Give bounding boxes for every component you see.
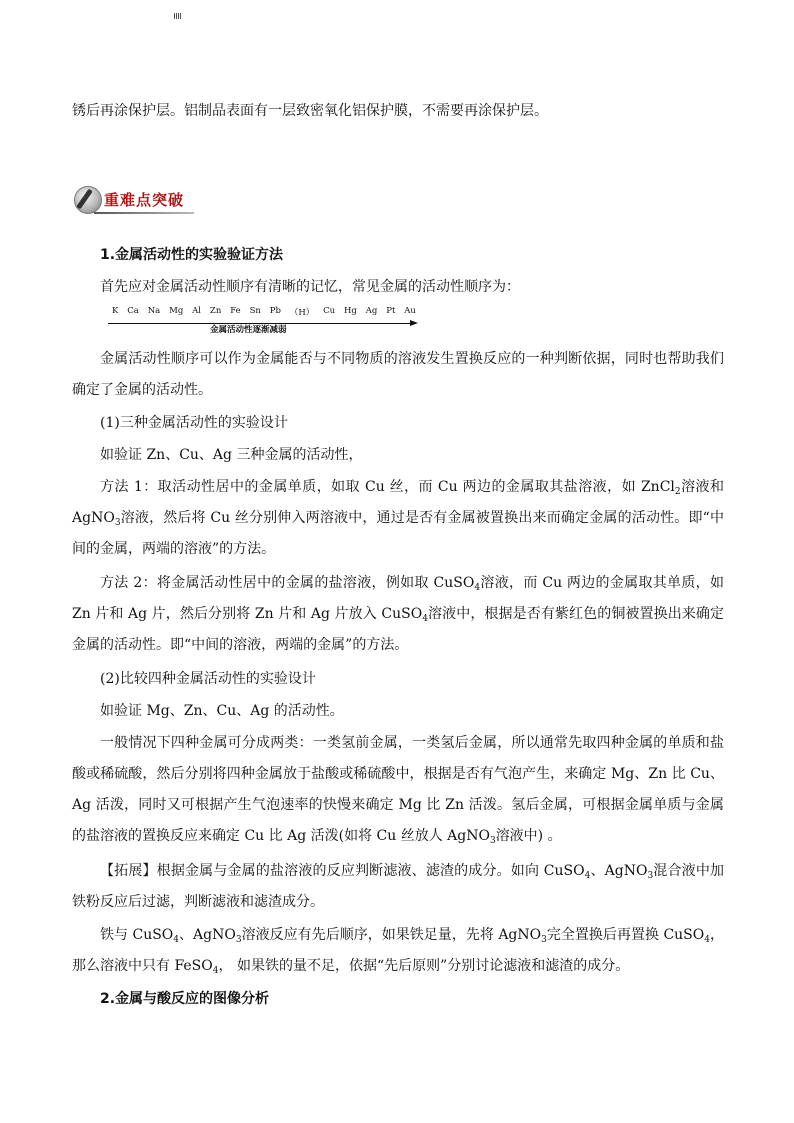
paragraph-4: 如验证 Zn、Cu、Ag 三种金属的活动性， (100, 447, 363, 463)
paragraph-8: 如验证 Mg、Zn、Cu、Ag 的活动性。 (100, 703, 344, 719)
heading-2: 2.金属与酸反应的图像分析 (100, 991, 270, 1007)
paragraph-3: (1)三种金属活动性的实验设计 (100, 415, 288, 431)
paragraph-10: 【拓展】根据金属与金属的盐溶液的反应判断滤液、滤渣的成分。如向 CuSO$_4$、AgNO$_3$混合液中加铁粉反应后过滤，判断滤液和滤渣成分。 (72, 863, 725, 910)
series-item: Cu (323, 306, 336, 316)
paragraph-2: 金属活动性顺序可以作为金属能否与不同物质的溶液发生置换反应的一种判断依据，同时也帮助我们确定了金属的活动性。 (72, 351, 724, 398)
series-item: Fe (230, 306, 241, 316)
paragraph-7: (2)比较四种金属活动性的实验设计 (100, 671, 316, 687)
heading-1: 1.金属活动性的实验验证方法 (100, 247, 284, 263)
intro-line: 锈后再涂保护层。铝制品表面有一层致密氧化铝保护膜，不需要再涂保护层。 (72, 103, 548, 119)
arrow-right-icon (410, 320, 418, 326)
series-item: Ca (127, 306, 139, 316)
series-item: Zn (209, 306, 222, 316)
paragraph-11: 铁与 CuSO$_4$、AgNO$_3$溶液反应有先后顺序，如果铁足量，先将 AgNO$_3$完全置换后再置换 CuSO$_4$， 那么溶液中只有 FeSO$_4$， 如果铁的量不足，依据“先后原则”分别讨论滤液和滤渣的成分。 (72, 927, 724, 976)
section-banner-title: 重难点突破 (104, 191, 185, 209)
series-item: Sn (249, 306, 261, 316)
series-item: Hg (344, 306, 357, 316)
series-item: Ag (365, 306, 378, 316)
series-caption: 金属活动性逐渐减弱 (210, 325, 287, 335)
section-banner (72, 186, 196, 216)
paragraph-6: 方法 2：将金属活动性居中的金属的盐溶液，例如取 CuSO$_4$溶液，而 Cu 两边的金属取其单质，如 Zn 片和 Ag 片，然后分别将 Zn 片和 Ag 片放入 CuSO$_4$溶液中，根据是否有紫红色的铜被置换出来确定金属的活动性。即“中间的溶液，两端的金属”的方法。 (72, 575, 725, 653)
activity-series (112, 306, 416, 318)
series-item: Au (404, 306, 416, 316)
series-item: Pb (269, 306, 281, 316)
series-item: K (112, 306, 119, 316)
series-item: （H） (289, 308, 315, 318)
series-item: Na (147, 306, 161, 316)
series-item: Al (192, 306, 202, 316)
paragraph-1: 首先应对金属活动性顺序有清晰的记忆，常见金属的活动性顺序为： (100, 279, 520, 295)
paragraph-5: 方法 1：取活动性居中的金属单质，如取 Cu 丝，而 Cu 两边的金属取其盐溶液，如 ZnCl$_2$溶液和 AgNO$_3$溶液，然后将 Cu 丝分别伸入两溶液中，通过是否有金属被置换出来而确定金属的活动性。即“中间的金属，两端的溶液”的方法。 (72, 479, 725, 557)
banner-dots (174, 13, 182, 19)
series-item: Pt (386, 306, 396, 316)
series-item: Mg (169, 306, 184, 316)
paragraph-9: 一般情况下四种金属可分成两类：一类氢前金属，一类氢后金属，所以通常先取四种金属的单质和盐酸或稀硫酸，然后分别将四种金属放于盐酸或稀硫酸中，根据是否有气泡产生，来确定 Mg、Zn 比 Cu、Ag 活泼，同时又可根据产生气泡速率的快慢来确定 Mg 比 Zn 活泼。氢后金属，可根据金属单质与金属的盐溶液的置换反应来确定 Cu 比 Ag 活泼(如将 Cu 丝放人 AgNO$_3$溶液中) 。 (72, 735, 724, 846)
banner-underline (94, 212, 194, 214)
